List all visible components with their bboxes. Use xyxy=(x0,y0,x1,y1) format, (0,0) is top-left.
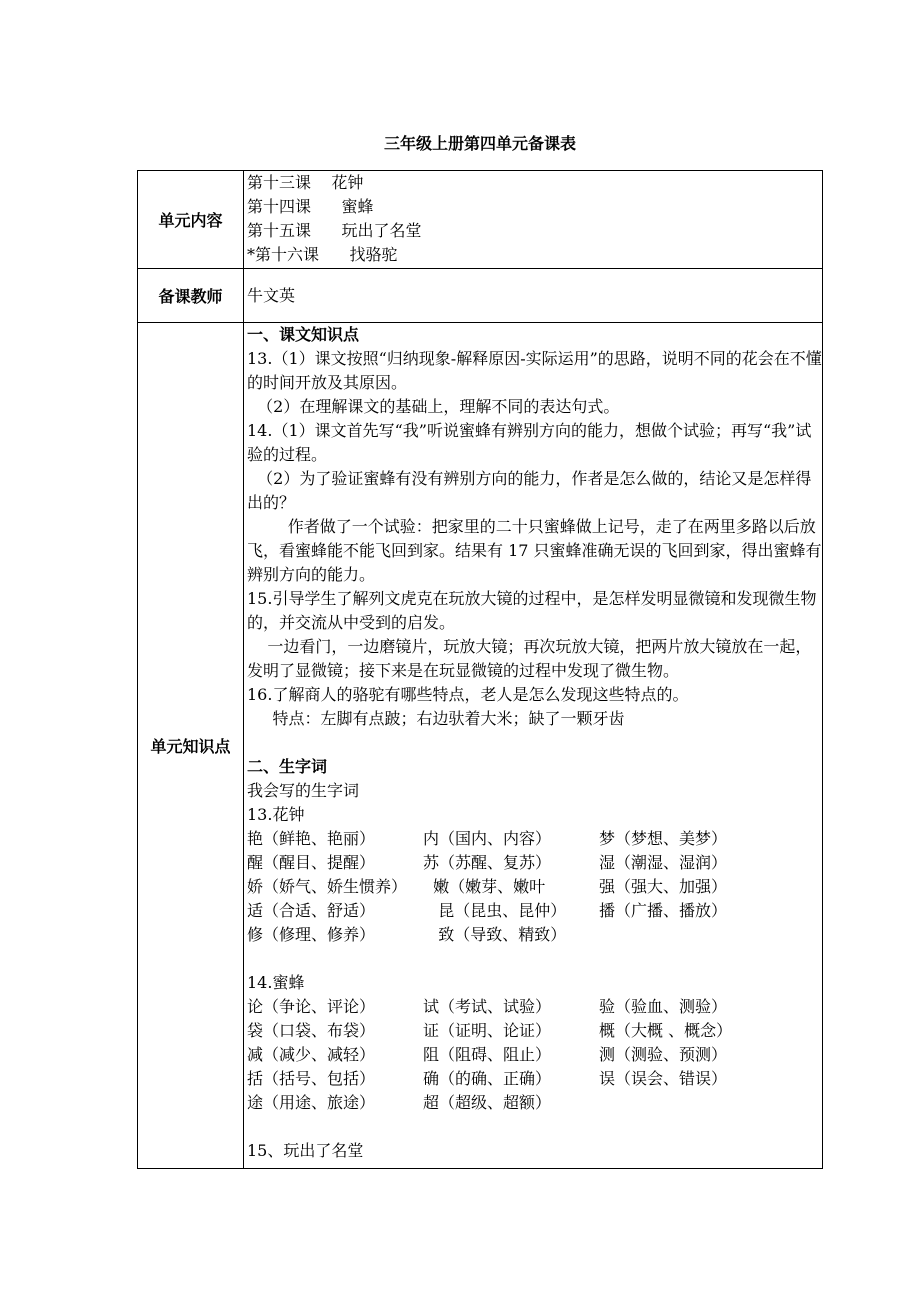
word-entry: 梦（梦想、美梦） xyxy=(599,829,728,848)
knowledge-paragraph: 特点：左脚有点跛；右边驮着大米；缺了一颗牙齿 xyxy=(247,709,625,728)
word-row xyxy=(247,1067,822,1091)
word-row xyxy=(247,827,822,851)
unit-content-row xyxy=(138,171,823,269)
word-entry: 致（导致、精致） xyxy=(423,925,567,944)
word-entry: 湿（潮湿、湿润） xyxy=(599,853,728,872)
word-entry: 醒（醒目、提醒） xyxy=(247,853,376,872)
lesson14-title: 14.蜜蜂 xyxy=(247,973,305,992)
word-row xyxy=(247,1091,822,1115)
word-entry: 播（广播、播放） xyxy=(599,901,728,920)
word-entry: 适（合适、舒适） xyxy=(247,901,376,920)
word-entry: 测（测验、预测） xyxy=(599,1045,728,1064)
unit-content-label: 单元内容 xyxy=(138,171,244,269)
knowledge-row xyxy=(138,323,823,1169)
lesson-plan-table xyxy=(137,170,823,1169)
word-entry: 超（超级、超额） xyxy=(423,1093,552,1112)
word-entry: 强（强大、加强） xyxy=(599,877,728,896)
word-row xyxy=(247,1043,822,1067)
knowledge-paragraph: 15.引导学生了解列文虎克在玩放大镜的过程中，是怎样发明显微镜和发现微生物的，并交流从中受到的启发。 xyxy=(247,589,817,632)
knowledge-label: 单元知识点 xyxy=(138,323,244,1169)
word-entry: 试（考试、试验） xyxy=(423,997,552,1016)
word-entry: 论（争论、评论） xyxy=(247,997,376,1016)
word-entry: 内（国内、内容） xyxy=(423,829,552,848)
spacer xyxy=(247,1115,822,1139)
spacer xyxy=(247,731,822,755)
word-entry: 艳（鲜艳、艳丽） xyxy=(247,829,376,848)
section1-heading: 一、课文知识点 xyxy=(247,325,360,344)
word-row xyxy=(247,995,822,1019)
lesson-item: 第十四课 蜜蜂 xyxy=(247,197,374,216)
word-entry: 袋（口袋、布袋） xyxy=(247,1021,376,1040)
word-entry: 嫩（嫩芽、嫩叶 xyxy=(423,877,546,896)
lesson-item: 第十五课 玩出了名堂 xyxy=(247,221,422,240)
word-row xyxy=(247,1019,822,1043)
word-entry: 括（括号、包括） xyxy=(247,1069,376,1088)
word-entry: 误（误会、错误） xyxy=(599,1069,728,1088)
word-entry: 验（验血、测验） xyxy=(599,997,728,1016)
lesson-item: *第十六课 找骆驼 xyxy=(247,245,398,264)
spacer xyxy=(247,947,822,971)
word-entry: 阻（阻碍、阻止） xyxy=(423,1045,552,1064)
word-entry: 娇（娇气、娇生惯养） xyxy=(247,877,408,896)
teacher-name: 牛文英 xyxy=(247,285,296,305)
word-entry: 减（减少、减轻） xyxy=(247,1045,376,1064)
lesson13-title: 13.花钟 xyxy=(247,805,305,824)
word-row xyxy=(247,875,822,899)
word-entry: 昆（昆虫、昆仲） xyxy=(423,901,567,920)
teacher-cell xyxy=(244,269,823,323)
knowledge-paragraph: 16.了解商人的骆驼有哪些特点，老人是怎么发现这些特点的。 xyxy=(247,685,689,704)
lesson-item: 第十三课 花钟 xyxy=(247,173,364,192)
knowledge-paragraph: （2）在理解课文的基础上，理解不同的表达句式。 xyxy=(247,397,620,416)
word-entry: 途（用途、旅途） xyxy=(247,1093,376,1112)
word-entry: 确（的确、正确） xyxy=(423,1069,552,1088)
unit-content-cell xyxy=(244,171,823,269)
knowledge-paragraph: 14.（1）课文首先写“我”听说蜜蜂有辨别方向的能力，想做个试验；再写“我”试验的过程。 xyxy=(247,421,812,464)
document-title: 三年级上册第四单元备课表 xyxy=(383,134,576,153)
word-row xyxy=(247,851,822,875)
word-entry: 苏（苏醒、复苏） xyxy=(423,853,552,872)
teacher-label: 备课教师 xyxy=(138,269,244,323)
word-entry: 证（证明、论证） xyxy=(423,1021,552,1040)
section2-heading: 二、生字词 xyxy=(247,757,328,776)
section2-intro: 我会写的生字词 xyxy=(247,781,360,800)
knowledge-paragraph: （2）为了验证蜜蜂有没有辨别方向的能力，作者是怎么做的，结论又是怎样得出的？ xyxy=(247,469,812,512)
lesson15-title: 15、玩出了名堂 xyxy=(247,1141,364,1160)
knowledge-paragraph: 13.（1）课文按照“归纳现象-解释原因-实际运用”的思路，说明不同的花会在不懂的时间开放及其原因。 xyxy=(247,349,822,392)
word-entry: 概（大概 、概念） xyxy=(599,1021,733,1040)
knowledge-paragraph: 一边看门，一边磨镜片，玩放大镜；再次玩放大镜，把两片放大镜放在一起，发明了显微镜；接下来是在玩显微镜的过程中发现了微生物。 xyxy=(247,637,812,680)
teacher-row xyxy=(138,269,823,323)
word-row xyxy=(247,923,822,947)
word-row xyxy=(247,899,822,923)
knowledge-cell xyxy=(244,323,823,1169)
knowledge-paragraph: 作者做了一个试验：把家里的二十只蜜蜂做上记号，走了在两里多路以后放飞，看蜜蜂能不能飞回到家。结果有 17 只蜜蜂准确无误的飞回到家，得出蜜蜂有辨别方向的能力。 xyxy=(247,517,822,584)
word-entry: 修（修理、修养） xyxy=(247,925,376,944)
